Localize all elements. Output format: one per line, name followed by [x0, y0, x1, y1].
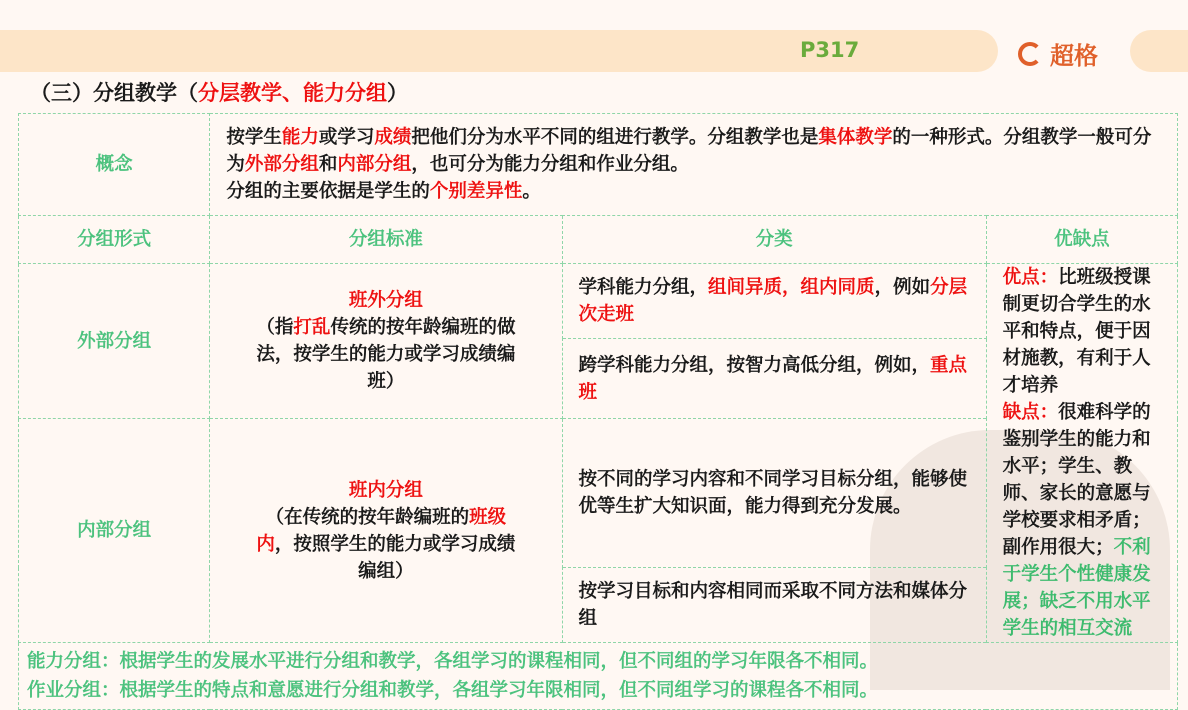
text-segment: （三）分组教学（ [30, 81, 198, 105]
text-segment: 跨学科能力分组，按智力高低分组，例如， [578, 354, 931, 376]
inner-type-2 [562, 568, 986, 643]
highlight-text: 集体教学 [818, 127, 893, 148]
text-segment: 把他们分为水平不同的组进行教学。分组教学也是 [411, 127, 819, 148]
highlight-text: 重点班 [578, 354, 968, 403]
header-proscons: 优缺点 [986, 216, 1177, 264]
highlight-text: 班内分组 [348, 479, 423, 501]
logo-text: 超格 [1050, 42, 1098, 70]
highlight-text: 外部分组 [244, 154, 319, 175]
footer-task: 作业分组：根据学生的特点和意愿进行分组和教学，各组学习年限相同，但不同组学习的课程各不相同。 [27, 680, 879, 701]
header-standard: 分组标准 [210, 216, 562, 264]
outer-standard [210, 264, 562, 419]
text-segment: 。 [522, 181, 541, 202]
logo-g-icon [1018, 42, 1042, 66]
text-segment: 的一种形式。分组教学一般可分为 [226, 127, 1152, 175]
text-segment: ，按照学生的能力或学习成绩编组） [274, 533, 516, 582]
text-segment: 学科能力分组， [578, 277, 709, 298]
text-segment: 比班级授课制更切合学生的水平和特点，便于因材施教，有利于人才培养 [1002, 267, 1151, 396]
highlight-text: 打乱 [293, 317, 331, 338]
inner-label: 内部分组 [19, 419, 210, 643]
outer-label: 外部分组 [19, 264, 210, 419]
section-title [30, 77, 408, 107]
text-segment: 传统的按年龄编班的做法，按学生的能力或学习成绩编班） [256, 317, 516, 392]
text-segment: 按不同的学习内容和不同学习目标分组，能够使优等生扩大知识面，能力得到充分发展。 [578, 469, 968, 517]
highlight-text: 内部分组 [337, 154, 412, 175]
concept-line-1 [226, 124, 1161, 178]
footer-ability: 能力分组：根据学生的发展水平进行分组和教学，各组学习的课程相同，但不同组的学习年限各不相同。 [27, 651, 879, 672]
outer-type-2 [562, 339, 986, 419]
highlight-text: 优点： [1002, 267, 1059, 288]
text-segment: 按学生 [226, 127, 282, 148]
grouping-table [18, 113, 1178, 710]
highlight-text: 分层教学、能力分组 [198, 81, 387, 105]
outer-type-1 [562, 264, 986, 339]
highlight-text: 班外分组 [348, 290, 423, 311]
text-segment: 分组的主要依据是学生的 [226, 181, 430, 202]
concept-text [210, 114, 1178, 216]
footer-notes [19, 643, 1178, 710]
highlight-text: 缺点： [1002, 402, 1059, 423]
header-form: 分组形式 [19, 216, 210, 264]
text-segment: ） [387, 81, 408, 105]
highlight-text: 能力 [281, 127, 319, 148]
text-segment: 按学习目标和内容相同而采取不同方法和媒体分组 [578, 581, 968, 629]
logo [1018, 36, 1098, 71]
text-segment: 或学习 [318, 127, 375, 148]
highlight-text: 组间异质，组内同质 [708, 277, 875, 298]
pros-cons [986, 264, 1177, 643]
highlight-text: 个别差异性 [429, 181, 523, 202]
concept-label: 概念 [19, 114, 210, 216]
page-number: P317 [800, 38, 860, 62]
highlight-text: 分层次走班 [578, 277, 968, 325]
inner-type-1 [562, 419, 986, 568]
highlight-text: 成绩 [374, 127, 412, 148]
text-segment: （在传统的按年龄编班的 [265, 506, 470, 528]
inner-standard [210, 419, 562, 643]
text-segment: （指 [256, 317, 294, 338]
header-band-right [1130, 30, 1188, 72]
highlight-text: 班级内 [256, 506, 507, 555]
highlight-text: 不利于学生个性健康发展；缺乏不用水平学生的相互交流 [1002, 537, 1151, 639]
text-segment: 很难科学的鉴别学生的能力和水平；学生、教师、家长的意愿与学校要求相矛盾；副作用很大； [1002, 402, 1151, 558]
text-segment: ，例如 [874, 277, 931, 298]
text-segment: 和 [318, 154, 338, 175]
text-segment: ，也可分为能力分组和作业分组。 [411, 154, 689, 175]
concept-line-2 [226, 178, 1161, 205]
header-types: 分类 [562, 216, 986, 264]
